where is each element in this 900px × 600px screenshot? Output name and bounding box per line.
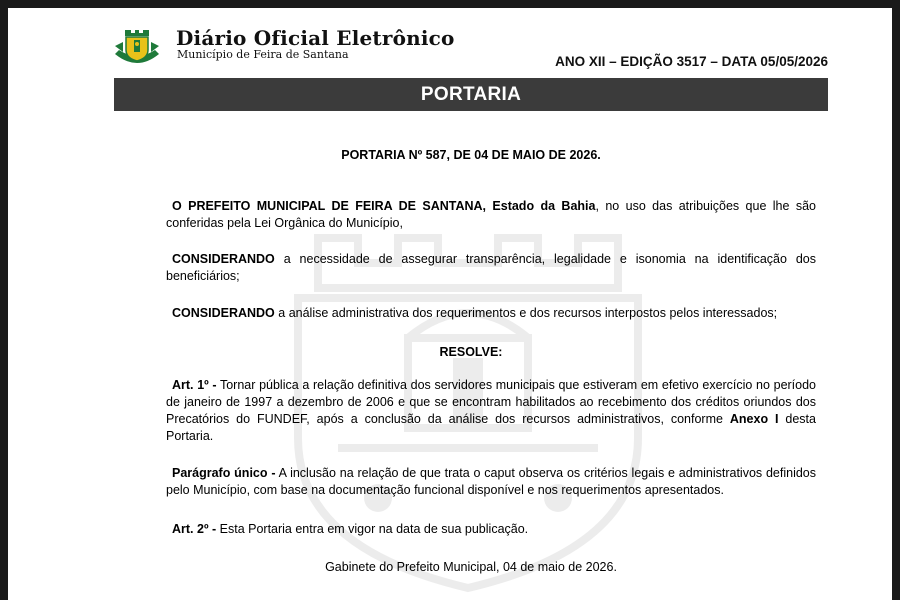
article-1-bold: Art. 1º -	[172, 378, 217, 392]
intro-bold: O PREFEITO MUNICIPAL DE FEIRA DE SANTANA, Estado da Bahia	[172, 199, 596, 213]
publication-title: Diário Oficial Eletrônico	[176, 26, 455, 50]
sole-paragraph-bold: Parágrafo único -	[172, 466, 276, 480]
document-heading: PORTARIA Nº 587, DE 04 DE MAIO DE 2026.	[341, 148, 601, 162]
document-page	[8, 8, 892, 600]
article-1-text: Tornar pública a relação definitiva dos servidores municipais que estiveram em efetivo exercício no período de janeiro de 1997 a dezembro de 2006 e que se encontram habilitados ao recebimento dos créditos oriundos dos Precatórios do FUNDEF, após a conclusão da análise dos recursos administrativos, conforme	[166, 378, 817, 426]
considering-2-bold: CONSIDERANDO	[172, 306, 275, 320]
closing-line: Gabinete do Prefeito Municipal, 04 de maio de 2026.	[325, 560, 617, 574]
considering-1-text: a necessidade de assegurar transparência, legalidade e isonomia na identificação dos beneficiários;	[166, 252, 816, 283]
intro-paragraph	[166, 198, 816, 232]
municipal-coat-of-arms-icon	[111, 24, 163, 68]
article-2-paragraph	[166, 521, 816, 538]
article-1-paragraph	[166, 377, 816, 445]
edition-info: ANO XII – EDIÇÃO 3517 – DATA 05/05/2026	[555, 54, 828, 69]
publication-subtitle: Município de Feira de Santana	[177, 48, 349, 61]
considering-paragraph-1	[166, 251, 816, 285]
sole-paragraph-text: A inclusão na relação de que trata o caput observa os critérios legais e administrativos definidos pelo Município, com base na documentação funcional disponível e nos requerimentos apresentados.	[166, 466, 816, 497]
section-title: PORTARIA	[420, 83, 522, 105]
article-1-text-end: desta Portaria.	[166, 412, 816, 443]
section-title-bar	[114, 78, 828, 111]
considering-paragraph-2	[166, 305, 816, 322]
considering-2-text: a análise administrativa dos requerimentos e dos recursos interpostos pelos interessados;	[274, 306, 778, 320]
article-2-bold: Art. 2º -	[172, 522, 217, 536]
article-1-annex: Anexo I	[729, 412, 779, 426]
article-2-text: Esta Portaria entra em vigor na data de sua publicação.	[216, 522, 529, 536]
resolve-heading: RESOLVE:	[439, 345, 503, 359]
intro-text: , no uso das atribuições que lhe são conferidas pela Lei Orgânica do Município,	[166, 199, 817, 230]
considering-1-bold: CONSIDERANDO	[172, 252, 275, 266]
sole-paragraph	[166, 465, 816, 499]
